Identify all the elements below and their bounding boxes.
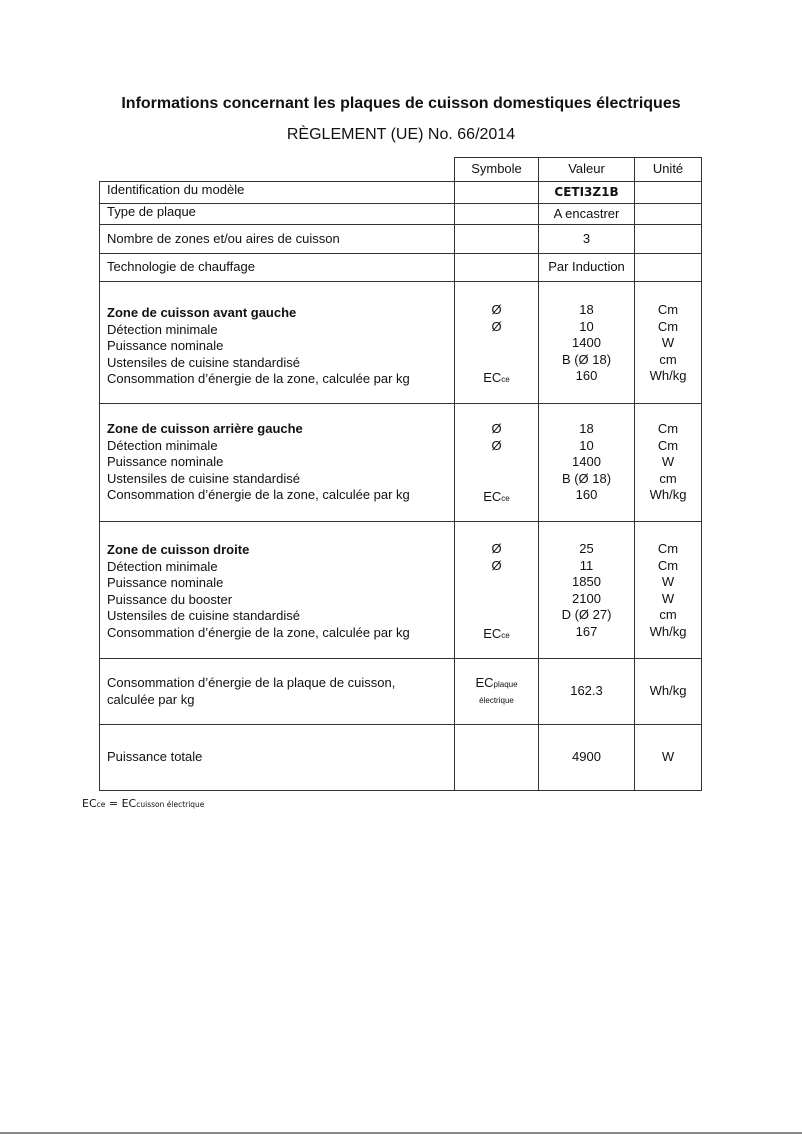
- zone-values: [539, 404, 635, 522]
- zone-symbols: [455, 404, 539, 522]
- zone-value: 2100: [572, 590, 601, 606]
- row-label: Identification du modèle: [100, 182, 455, 204]
- row-value: Par Induction: [539, 254, 635, 282]
- zone-value: 167: [575, 623, 598, 639]
- zone-value: 10: [579, 318, 594, 334]
- header-value: Valeur: [539, 158, 635, 182]
- ec-symbol: ECce: [483, 370, 510, 385]
- table-header-row: [100, 158, 702, 182]
- zone-value: 25: [579, 541, 594, 556]
- zone-unit: Cm: [657, 302, 679, 317]
- zone-value: 11: [579, 557, 594, 573]
- zone-unit: Cm: [657, 437, 679, 453]
- zone-labels: [100, 522, 455, 659]
- ec-symbol: ECce: [483, 489, 510, 504]
- zone-row-label: Puissance nominale: [107, 454, 224, 469]
- table-row-total-power: [100, 725, 702, 791]
- table-row-model: [100, 182, 702, 204]
- diameter-symbol: Ø: [491, 302, 502, 317]
- table-row-zone-count: [100, 225, 702, 254]
- document-title: Informations concernant les plaques de cuisson domestiques électriques: [121, 95, 681, 112]
- zone-unit: cm: [659, 351, 677, 367]
- row-symbol: [455, 254, 539, 282]
- zone-units: [635, 282, 702, 404]
- row-value: 3: [539, 225, 635, 254]
- zone-row-label: Consommation d’énergie de la zone, calculée par kg: [107, 371, 410, 386]
- zone-value: 160: [575, 368, 598, 383]
- zone-row-label: Puissance du booster: [107, 591, 233, 607]
- row-value: 4900: [539, 725, 635, 791]
- table-row-hob-consumption: [100, 659, 702, 725]
- zone-value: 18: [579, 302, 594, 317]
- footnote: ECce = ECcuisson électrique: [82, 797, 205, 810]
- zone-unit: Cm: [657, 421, 679, 436]
- diameter-symbol: Ø: [491, 437, 502, 453]
- zone-row-label: Détection minimale: [107, 437, 218, 453]
- row-unit: [635, 204, 702, 225]
- row-label: [100, 659, 455, 725]
- zone-row-label: Consommation d’énergie de la zone, calculée par kg: [107, 487, 410, 502]
- zone-row-label: Ustensiles de cuisine standardisé: [107, 470, 300, 486]
- zone-unit: W: [661, 454, 675, 469]
- label-line: calculée par kg: [107, 691, 195, 707]
- row-label: Type de plaque: [100, 204, 455, 225]
- row-unit: [635, 182, 702, 204]
- zone-value: 1400: [572, 335, 601, 350]
- row-value: A encastrer: [539, 204, 635, 225]
- row-unit: Wh/kg: [635, 659, 702, 725]
- zone-unit: Wh/kg: [649, 487, 687, 502]
- zone-unit: Cm: [657, 557, 679, 573]
- zone-row-label: Puissance nominale: [107, 575, 224, 590]
- zone-labels: [100, 282, 455, 404]
- zone-unit: W: [661, 590, 675, 606]
- diameter-symbol: Ø: [491, 557, 502, 573]
- zone-value: 18: [579, 421, 594, 436]
- row-label: Puissance totale: [100, 725, 455, 791]
- row-symbol: [455, 204, 539, 225]
- row-symbol: [455, 182, 539, 204]
- zone-unit: Cm: [657, 541, 679, 556]
- diameter-symbol: Ø: [491, 421, 502, 436]
- zone-value: B (Ø 18): [561, 470, 612, 486]
- zone-row-label: Ustensiles de cuisine standardisé: [107, 354, 300, 370]
- header-blank-cell: [100, 158, 455, 182]
- table-row-heating-technology: [100, 254, 702, 282]
- zone-unit: Wh/kg: [649, 623, 687, 639]
- zone-right: [100, 522, 702, 659]
- zone-value: 160: [575, 487, 598, 502]
- zone-labels: [100, 404, 455, 522]
- zone-unit: Wh/kg: [649, 368, 687, 383]
- zone-value: D (Ø 27): [561, 607, 612, 622]
- zone-rear-left: [100, 404, 702, 522]
- regulation-subtitle: RÈGLEMENT (UE) No. 66/2014: [286, 126, 516, 143]
- row-value: 162.3: [539, 659, 635, 725]
- label-line: Consommation d’énergie de la plaque de cuisson,: [107, 675, 396, 690]
- row-symbol: [455, 225, 539, 254]
- zone-row-label: Détection minimale: [107, 321, 218, 337]
- zone-unit: Cm: [657, 318, 679, 334]
- zone-units: [635, 522, 702, 659]
- zone-values: [539, 282, 635, 404]
- zone-value: B (Ø 18): [561, 351, 612, 367]
- row-unit: [635, 225, 702, 254]
- zone-unit: W: [661, 335, 675, 350]
- diameter-symbol: Ø: [491, 541, 502, 556]
- zone-value: 1850: [572, 574, 601, 589]
- zone-row-label: Consommation d’énergie de la zone, calculée par kg: [107, 624, 410, 640]
- zone-units: [635, 404, 702, 522]
- zone-symbols: [455, 282, 539, 404]
- row-label: Technologie de chauffage: [100, 254, 455, 282]
- row-unit: [635, 254, 702, 282]
- zone-row-label: Ustensiles de cuisine standardisé: [107, 608, 300, 623]
- zone-unit: W: [661, 574, 675, 589]
- row-symbol: [455, 725, 539, 791]
- diameter-symbol: Ø: [491, 318, 502, 334]
- zone-front-left: [100, 282, 702, 404]
- zone-values: [539, 522, 635, 659]
- hob-ec-symbol: ECplaque électrique: [455, 659, 539, 725]
- zone-row-label: Puissance nominale: [107, 338, 224, 353]
- header-symbol: Symbole: [455, 158, 539, 182]
- header-unit: Unité: [635, 158, 702, 182]
- zone-symbols: [455, 522, 539, 659]
- ec-symbol: ECce: [483, 625, 510, 641]
- zone-unit: cm: [659, 607, 677, 622]
- zone-row-label: Détection minimale: [107, 558, 218, 574]
- zone-value: 10: [579, 437, 594, 453]
- row-unit: W: [635, 725, 702, 791]
- table-row-hob-type: [100, 204, 702, 225]
- zone-unit: cm: [659, 470, 677, 486]
- zone-title: Zone de cuisson arrière gauche: [107, 421, 303, 436]
- specifications-table: [99, 157, 702, 791]
- zone-value: 1400: [572, 454, 601, 469]
- zone-title: Zone de cuisson avant gauche: [107, 305, 297, 320]
- row-label: Nombre de zones et/ou aires de cuisson: [100, 225, 455, 254]
- model-id-value: CETI3Z1B: [539, 182, 635, 204]
- zone-title: Zone de cuisson droite: [107, 542, 250, 557]
